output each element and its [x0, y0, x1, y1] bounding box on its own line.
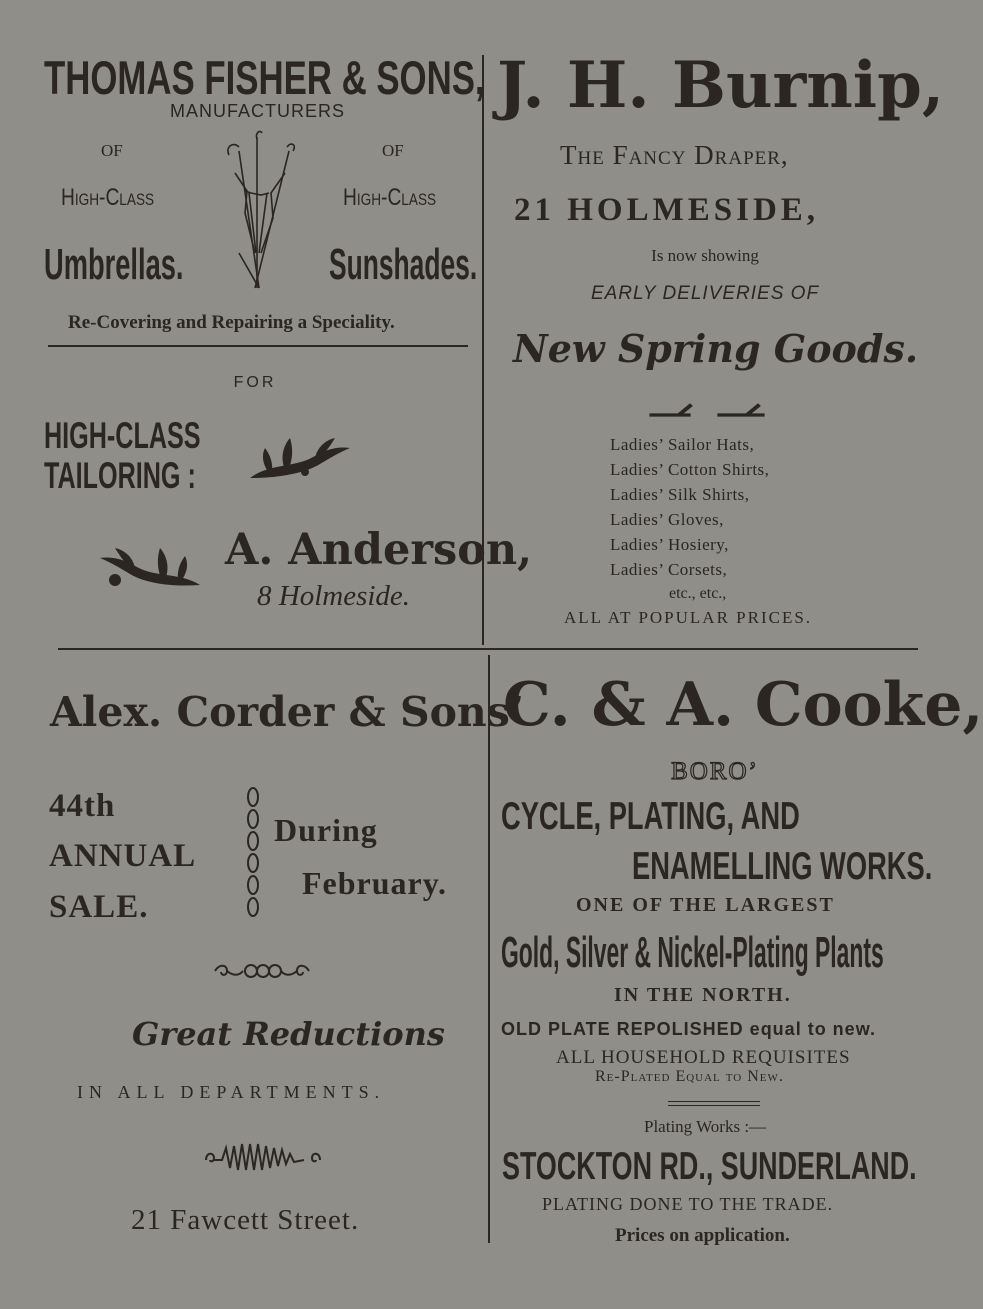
- fisher-of-right: OF: [382, 141, 404, 160]
- scroll-ornament-icon: [213, 962, 311, 980]
- burnip-item: Ladies’ Silk Shirts,: [610, 485, 750, 504]
- cooke-replated: Re-Plated Equal to New.: [595, 1068, 784, 1085]
- fisher-high-class-left: High-Class: [61, 184, 155, 211]
- fisher-specialty: Re-Covering and Repairing a Speciality.: [68, 312, 395, 333]
- cooke-household: ALL HOUSEHOLD REQUISITES: [556, 1047, 851, 1068]
- burnip-etc: etc., etc.,: [669, 585, 727, 602]
- corder-reductions: Great Reductions: [132, 1015, 445, 1053]
- anderson-name: A. Anderson,: [225, 525, 533, 575]
- burnip-prices: ALL AT POPULAR PRICES.: [564, 608, 813, 627]
- fisher-manufacturers: MANUFACTURERS: [169, 101, 345, 121]
- umbrella-icon: [215, 133, 300, 293]
- floral-ornament-icon: [245, 428, 355, 483]
- corder-during2: February.: [302, 865, 447, 901]
- cooke-largest: ONE OF THE LARGEST: [576, 894, 835, 916]
- corder-departments: IN ALL DEPARTMENTS.: [77, 1082, 386, 1102]
- cooke-works2: ENAMELLING WORKS.: [632, 845, 933, 888]
- corder-annual1: 44th: [49, 788, 116, 824]
- cooke-plants: Gold, Silver & Nickel-Plating Plants: [501, 928, 884, 977]
- wavy-ornament-icon: [204, 1140, 322, 1174]
- corder-annual2: ANNUAL: [49, 838, 197, 874]
- cooke-north: IN THE NORTH.: [614, 984, 792, 1006]
- floral-ornament-left-icon: [95, 540, 205, 590]
- cooke-rule-1: [668, 1101, 760, 1102]
- cooke-works1: CYCLE, PLATING, AND: [501, 795, 800, 838]
- cooke-application: Prices on application.: [615, 1225, 790, 1246]
- burnip-address: 21 HOLMESIDE,: [514, 192, 820, 228]
- cooke-trade: PLATING DONE TO THE TRADE.: [542, 1194, 834, 1214]
- burnip-trade: The Fancy Draper,: [560, 140, 789, 170]
- burnip-item: Ladies’ Hosiery,: [610, 535, 729, 554]
- fisher-name: THOMAS FISHER & SONS,: [44, 51, 485, 104]
- fisher-umbrellas: Umbrellas.: [44, 240, 184, 289]
- corder-annual3: SALE.: [49, 889, 149, 925]
- cooke-plating-works: Plating Works :—: [644, 1117, 767, 1136]
- burnip-item: Ladies’ Gloves,: [610, 510, 724, 529]
- chain-ornament-icon: [243, 787, 263, 927]
- cooke-name: C. & A. Cooke,: [503, 670, 983, 740]
- cooke-rule-2: [668, 1105, 760, 1106]
- cooke-stockton: STOCKTON RD., SUNDERLAND.: [502, 1145, 917, 1188]
- cooke-boro: BORO’: [671, 758, 759, 785]
- hand-pointer-ornament-icon: [648, 398, 768, 420]
- anderson-for: FOR: [233, 374, 277, 391]
- fisher-high-class-right: High-Class: [343, 184, 437, 211]
- burnip-item: Ladies’ Sailor Hats,: [610, 435, 755, 454]
- corder-name: Alex. Corder & Sons’: [50, 688, 525, 736]
- anderson-line2: TAILORING :: [44, 455, 196, 496]
- anderson-address: 8 Holmeside.: [257, 580, 411, 612]
- burnip-goods: New Spring Goods.: [513, 326, 919, 371]
- fisher-sunshades: Sunshades.: [329, 240, 478, 289]
- fisher-rule: [48, 345, 468, 347]
- corder-during1: During: [274, 812, 378, 848]
- cooke-repolished: OLD PLATE REPOLISHED equal to new.: [501, 1019, 877, 1039]
- horizontal-divider-middle: [58, 648, 918, 650]
- burnip-early: EARLY DELIVERIES OF: [590, 283, 820, 304]
- fisher-of-left: OF: [101, 141, 123, 160]
- vertical-divider-bottom: [488, 655, 490, 1243]
- burnip-item: Ladies’ Cotton Shirts,: [610, 460, 770, 479]
- burnip-showing: Is now showing: [651, 246, 759, 265]
- anderson-line1: HIGH-CLASS: [44, 415, 201, 456]
- burnip-item: Ladies’ Corsets,: [610, 560, 728, 579]
- burnip-name: J. H. Burnip,: [497, 48, 945, 123]
- corder-address: 21 Fawcett Street.: [131, 1204, 360, 1236]
